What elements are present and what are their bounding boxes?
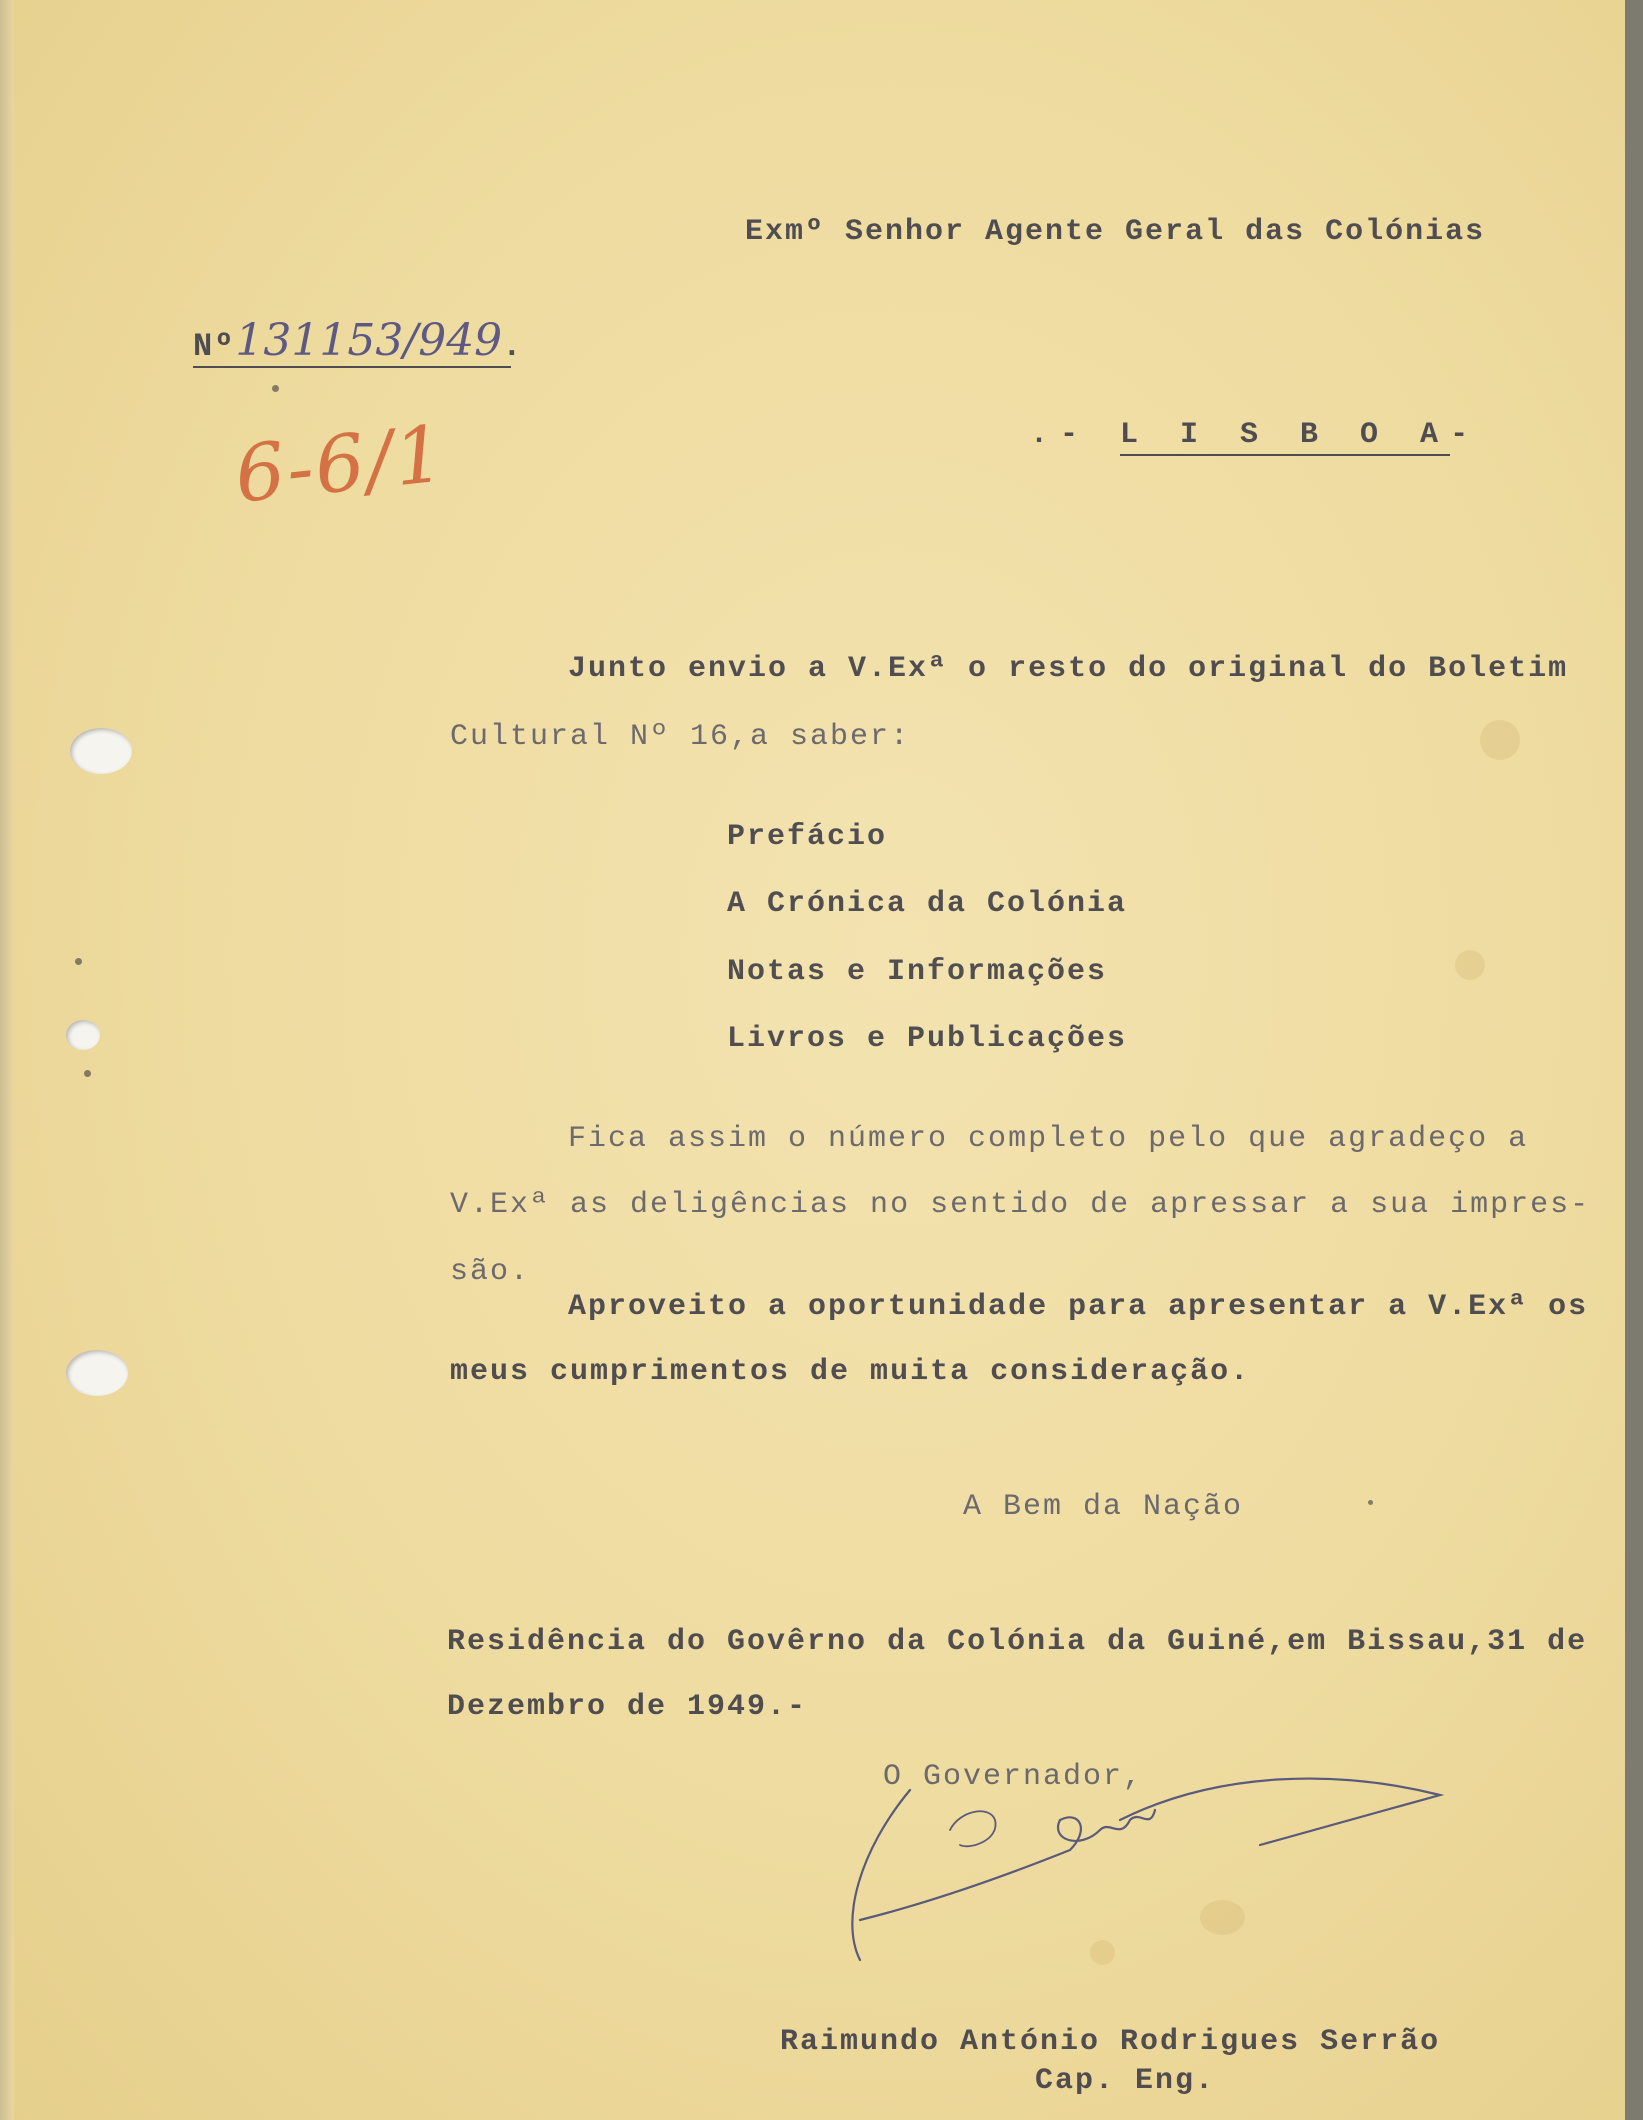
paragraph-3-line-1: Aproveito a oportunidade para apresentar a V.Exª os (568, 1290, 1589, 1324)
paragraph-3-line-2: meus cumprimentos de muita consideração. (450, 1355, 1251, 1389)
paragraph-2-line-3: são. (450, 1255, 531, 1289)
punch-hole (66, 1350, 128, 1396)
file-mark-pencil: 6-6/1 (230, 409, 451, 521)
paper-edge (0, 0, 14, 2120)
reference-prefix: Nº (193, 328, 236, 365)
reference-suffix: . (502, 328, 524, 365)
place-date-line-1: Residência do Govêrno da Colónia da Guiné,em Bissau,31 de (447, 1625, 1588, 1659)
list-item: Prefácio (727, 820, 888, 854)
city-prefix: .- (1030, 418, 1091, 452)
list-item: A Crónica da Colónia (727, 887, 1128, 921)
ink-dot (1368, 1500, 1373, 1505)
paper-stain (1455, 950, 1485, 980)
list-item: Notas e Informações (727, 955, 1108, 989)
city-line (1030, 418, 1480, 452)
ink-dot (84, 1070, 91, 1077)
handwritten-signature (820, 1750, 1460, 1980)
addressee: Exmº Senhor Agente Geral das Colónias (745, 215, 1486, 249)
punch-hole (70, 728, 132, 774)
punch-hole (66, 1020, 100, 1050)
paragraph-2-line-2: V.Exª as deligências no sentido de apressar a sua impres- (450, 1188, 1591, 1222)
signer-rank: Cap. Eng. (1035, 2064, 1216, 2098)
reference-underline (193, 366, 511, 368)
city-name: L I S B O A (1120, 418, 1450, 456)
list-item: Livros e Publicações (727, 1022, 1128, 1056)
paper-stain (1480, 720, 1520, 760)
paragraph-2-line-1: Fica assim o número completo pelo que agradeço a (568, 1122, 1529, 1156)
signer-name: Raimundo António Rodrigues Serrão (780, 2025, 1441, 2059)
place-date-line-2: Dezembro de 1949.- (447, 1690, 808, 1724)
ink-dot (75, 958, 82, 965)
city-suffix: - (1450, 418, 1481, 452)
closing-salutation: A Bem da Nação (963, 1490, 1244, 1524)
paragraph-1-line-1: Junto envio a V.Exª o resto do original do Boletim (568, 652, 1569, 686)
signer-title: O Governador, (883, 1760, 1144, 1794)
reference-number (193, 315, 523, 366)
ink-dot (272, 385, 279, 392)
paragraph-1-line-2: Cultural Nº 16,a saber: (450, 720, 911, 754)
reference-number-handwritten: 131153/949 (235, 315, 503, 366)
